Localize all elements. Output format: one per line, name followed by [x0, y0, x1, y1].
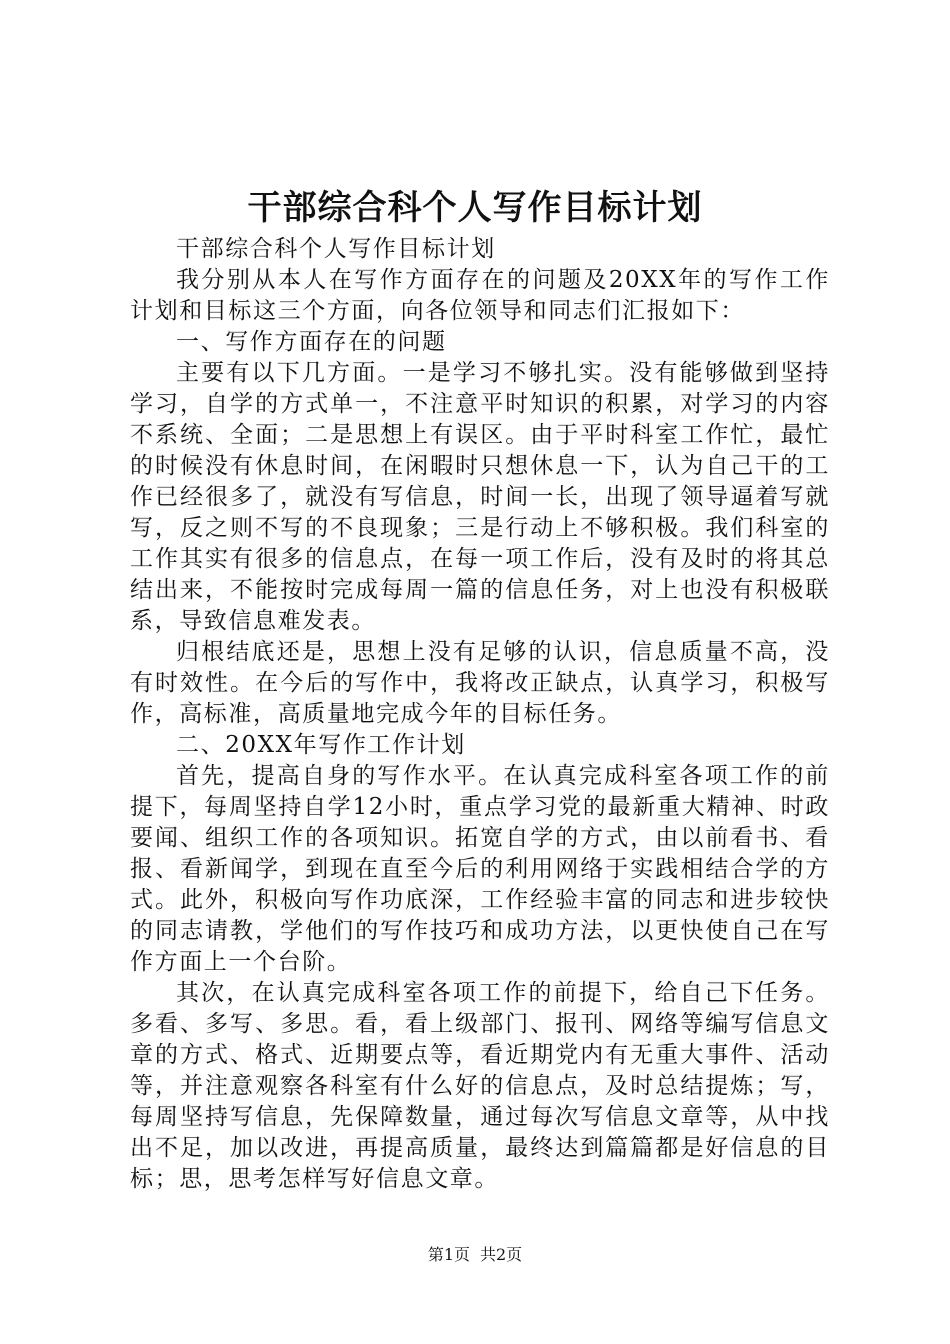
section-heading-plan: 二、20XX年写作工作计划 [176, 732, 466, 758]
page-number-current: 第1页 [427, 1245, 470, 1264]
paragraph-plan-first: 首先，提高自身的写作水平。在认真完成科室各项工作的前提下，每周坚持自学12小时，重点学习党的最新重大精神、时政要闻、组织工作的各项知识。拓宽自学的方式，由以前看书、看报、看新闻学，到现在直至今后的利用网络于实践相结合学的方式。此外，积极向写作功底深，工作经验丰富的同志和进步较快的同志请教，学他们的写作技巧和成功方法，以更快使自己在写作方面上一个台阶。 [130, 763, 830, 975]
paragraph-subtitle: 干部综合科个人写作目标计划 [176, 236, 496, 262]
document-body [130, 234, 830, 1195]
paragraph-intro: 我分别从本人在写作方面存在的问题及20XX年的写作工作计划和目标这三个方面，向各位领导和同志们汇报如下： [130, 267, 830, 324]
page-number-total: 共2页 [480, 1245, 523, 1264]
paragraph-plan-second: 其次，在认真完成科室各项工作的前提下，给自己下任务。多看、多写、多思。看，看上级部门、报刊、网络等编写信息文章的方式、格式、近期要点等，看近期党内有无重大事件、活动等，并注意观察各科室有什么好的信息点，及时总结提炼；写，每周坚持写信息，先保障数量，通过每次写信息文章等，从中找出不足，加以改进，再提高质量，最终达到篇篇都是好信息的目标；思，思考怎样写好信息文章。 [130, 980, 830, 1192]
document-title: 干部综合科个人写作目标计划 [247, 188, 703, 228]
page-footer [0, 1244, 950, 1266]
paragraph-conclusion: 归根结底还是，思想上没有足够的认识，信息质量不高，没有时效性。在今后的写作中，我将改正缺点，认真学习，积极写作，高标准，高质量地完成今年的目标任务。 [130, 639, 830, 727]
section-heading-problems: 一、写作方面存在的问题 [176, 329, 447, 355]
paragraph-problems: 主要有以下几方面。一是学习不够扎实。没有能够做到坚持学习，自学的方式单一，不注意平时知识的积累，对学习的内容不系统、全面；二是思想上有误区。由于平时科室工作忙，最忙的时候没有休息时间，在闲暇时只想休息一下，认为自己干的工作已经很多了，就没有写信息，时间一长，出现了领导逼着写就写，反之则不写的不良现象；三是行动上不够积极。我们科室的工作其实有很多的信息点，在每一项工作后，没有及时的将其总结出来，不能按时完成每周一篇的信息任务，对上也没有积极联系，导致信息难发表。 [130, 360, 830, 634]
